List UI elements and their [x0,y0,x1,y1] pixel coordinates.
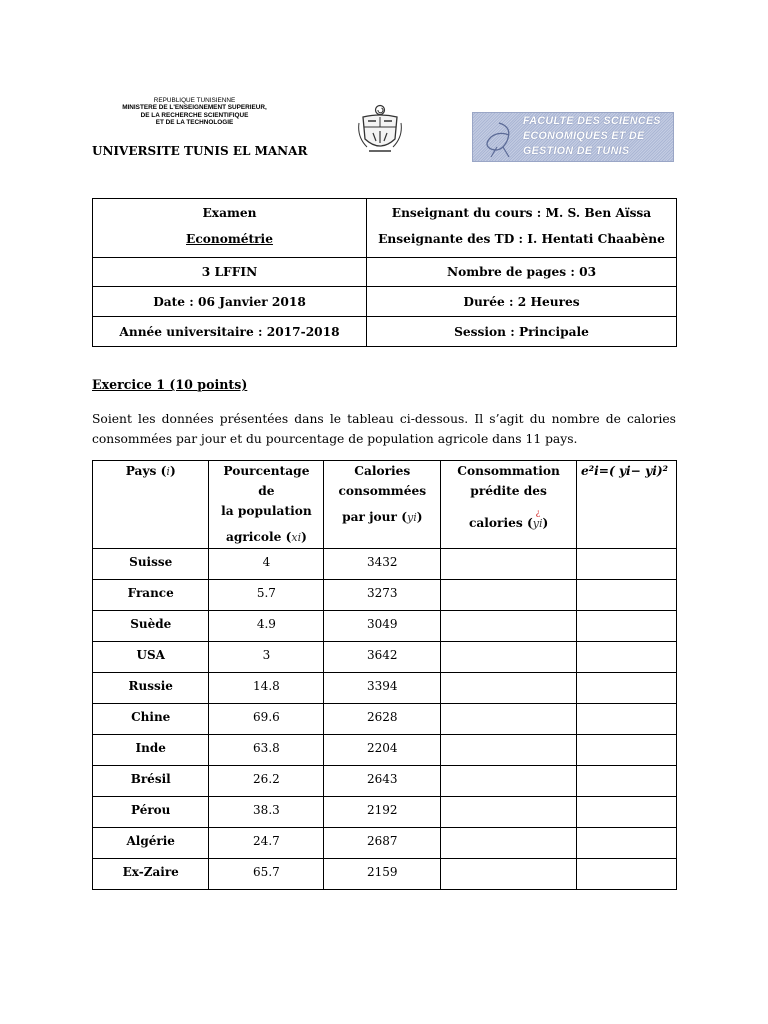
header-pct-line: la population [221,504,312,518]
ministry-line: DE LA RECHERCHE SCIENTIFIQUE [140,111,249,119]
country-cell: Brésil [93,766,209,797]
faculty-line: FACULTE DES SCIENCES [523,115,661,127]
residual-cell [577,766,677,797]
ministry-line: MINISTERE DE L'ENSEIGNEMENT SUPERIEUR, [122,104,267,112]
prediction-cell [441,642,577,673]
exercise-title: Exercice 1 (10 points) [92,377,248,392]
country-cell: France [93,580,209,611]
table-row [93,704,677,735]
country-cell: Pérou [93,797,209,828]
faculty-line: ECONOMIQUES ET DE [523,130,645,142]
faculty-line: GESTION DE TUNIS [523,145,630,157]
exam-cell [93,199,367,258]
residual-cell [577,828,677,859]
header-pred-line: calories ( [468,516,533,530]
country-cell: Ex-Zaire [93,859,209,890]
table-row [93,580,677,611]
header-pays [93,461,209,549]
table-row [93,828,677,859]
table-row [93,797,677,828]
class-label: 3 LFFIN [93,258,367,287]
var-yi-pred: yi [532,517,543,530]
prediction-cell [441,611,577,642]
exam-label: Examen [202,206,257,220]
exam-info-table [92,198,677,347]
header-pred-close: ) [542,516,549,530]
header-cal-line: consommées [338,484,427,498]
hat-mark: ¿ [535,508,541,517]
prediction-cell [441,704,577,735]
prediction-cell [441,859,577,890]
university-name: UNIVERSITE TUNIS EL MANAR [92,144,308,158]
var-i: i [166,465,170,478]
calories-cell: 3432 [324,549,441,580]
prediction-cell [441,797,577,828]
calories-cell: 2192 [324,797,441,828]
pct-cell: 69.6 [209,704,324,735]
pages-label: Nombre de pages : 03 [367,258,677,287]
table-row [93,642,677,673]
calories-cell: 2643 [324,766,441,797]
calories-cell: 3642 [324,642,441,673]
prediction-cell [441,673,577,704]
header-calories [324,461,441,549]
header-cal-line: Calories [354,464,411,478]
calories-cell: 2628 [324,704,441,735]
ministry-line: REPUBLIQUE TUNISIENNE [153,97,236,104]
country-cell: USA [93,642,209,673]
prediction-cell [441,549,577,580]
country-cell: Chine [93,704,209,735]
var-yi-hat [532,508,543,534]
data-table [92,460,677,890]
country-cell: Suisse [93,549,209,580]
residual-cell [577,735,677,766]
header-pred-line: prédite des [470,484,547,498]
header-pays-close: ) [169,464,176,478]
calories-cell: 3049 [324,611,441,642]
ministry-line: ET DE LA TECHNOLOGIE [155,119,234,127]
residual-cell [577,580,677,611]
header-pred-line: Consommation [457,464,560,478]
country-cell: Algérie [93,828,209,859]
table-row [93,735,677,766]
pct-cell: 65.7 [209,859,324,890]
pct-cell: 4 [209,549,324,580]
tunisia-emblem-icon [355,103,405,157]
faculty-mark-icon [479,117,521,159]
table-row [93,611,677,642]
table-row [93,766,677,797]
calories-cell: 3273 [324,580,441,611]
header-pays-text: Pays ( [125,464,167,478]
prediction-cell [441,766,577,797]
ministry-header [92,97,297,141]
residual-cell [577,611,677,642]
residual-cell [577,859,677,890]
teacher-td: Enseignante des TD : I. Hentati Chaabène [378,232,665,246]
table-row [93,859,677,890]
pct-cell: 14.8 [209,673,324,704]
year-label: Année universitaire : 2017-2018 [93,317,367,347]
teachers-cell [367,199,677,258]
teacher-course: Enseignant du cours : M. S. Ben Aïssa [391,206,652,220]
header-residual [577,461,677,549]
country-cell: Russie [93,673,209,704]
duration-label: Durée : 2 Heures [367,287,677,317]
residual-formula: e²i=( yi− yi)² [581,464,668,478]
residual-cell [577,642,677,673]
pct-cell: 38.3 [209,797,324,828]
pct-cell: 63.8 [209,735,324,766]
header-prediction [441,461,577,549]
session-label: Session : Principale [367,317,677,347]
calories-cell: 3394 [324,673,441,704]
header-pct-close: ) [301,530,307,544]
pct-cell: 5.7 [209,580,324,611]
table-header-row [93,461,677,549]
var-yi: yi [406,511,417,524]
subject-label: Econométrie [186,232,273,246]
faculty-name [523,114,673,159]
pct-cell: 26.2 [209,766,324,797]
prediction-cell [441,735,577,766]
residual-cell [577,549,677,580]
table-row [93,673,677,704]
calories-cell: 2159 [324,859,441,890]
header-pct-line: agricole ( [225,530,292,544]
country-cell: Suède [93,611,209,642]
calories-cell: 2204 [324,735,441,766]
residual-cell [577,673,677,704]
header-cal-close: ) [416,510,423,524]
country-cell: Inde [93,735,209,766]
pct-cell: 24.7 [209,828,324,859]
calories-cell: 2687 [324,828,441,859]
date-label: Date : 06 Janvier 2018 [93,287,367,317]
table-row [93,549,677,580]
residual-cell [577,704,677,735]
header-pct-line: Pourcentage de [223,464,310,498]
header-pourcentage [209,461,324,549]
prediction-cell [441,580,577,611]
faculty-logo [472,112,674,162]
prediction-cell [441,828,577,859]
residual-cell [577,797,677,828]
var-xi: xi [291,531,302,544]
pct-cell: 4.9 [209,611,324,642]
header-cal-line: par jour ( [342,510,407,524]
exercise-intro: Soient les données présentées dans le tableau ci-dessous. Il s’agit du nombre de calories consommées par jour et du pourcentage de population agricole dans 11 pays. [92,412,676,446]
pct-cell: 3 [209,642,324,673]
